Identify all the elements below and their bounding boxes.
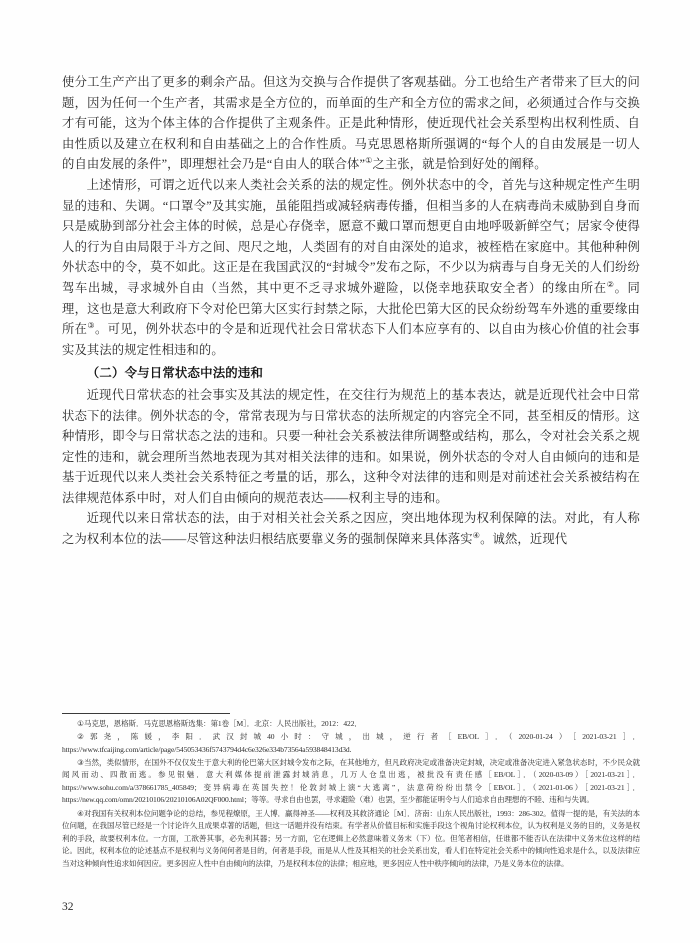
paragraph-2: [62, 175, 640, 360]
paragraph-2-text-after-2: 。可见，例外状态中的令是和近现代社会日常状态下人们本应享有的、以自由为核心价值的社会事实及其法的规定性相违和的。: [62, 322, 640, 357]
page-body: [62, 72, 640, 550]
footnote-text-1: 马克思，恩格斯．马克思恩格斯选集：第1卷［M］．北京：人民出版社，2012：422．: [83, 718, 362, 728]
page-number: 32: [62, 901, 74, 913]
footnotes-area: [62, 713, 640, 871]
footnote-marker-4: ④: [77, 808, 84, 818]
footnote-item-2: [62, 731, 640, 756]
paragraph-2-text-after: 。同理，这也是意大利政府下令对伦巴第大区实行封禁之际，大批伦巴第大区的民众纷纷驾车外逃的重要缘由所在: [62, 280, 640, 337]
section-heading: （二）令与日常状态中法的违和: [86, 366, 264, 381]
paragraph-4-text-after: 。诚然，近现代: [480, 532, 568, 547]
footnote-marker-1: ①: [77, 718, 84, 728]
paragraph-1-text-after: 之主张，就是恰到好处的阐释。: [372, 157, 547, 172]
footnote-ref-1[interactable]: ①: [365, 156, 373, 166]
paragraph-3: [62, 385, 640, 509]
footnote-separator-rule: [62, 713, 230, 714]
footnote-text-3: 当然，类似情形，在国外不仅仅发生于意大利的伦巴第大区封城令发布之际，在其他地方，但凡政府决定或准备决定封城，决定或准备决定进入紧急状态时，不少民众就闻风而动、四散而逃。参见银魅．意大利媒体提前泄露封城消息，几万人仓皇出逃，被批没有责任感［EB/OL］．（2020-03-09）［2021-03-21］．https://www.sohu.com/a/378661785_405849；变异病毒在英国失控！伦敦封城上演“大逃离”，法意荷纷纷出禁令［EB/OL］．（2021-01-06）［2021-03-21］．https://new.qq.com/omn/20210106/20210106A02QF000.html；等等。寻求自由也罢，寻求避险（难）也罢，至少都能证明令与人们追求自由理想的不睦、违和与失调。: [62, 757, 640, 805]
footnote-item-3: [62, 757, 640, 807]
footnote-text-2: 郭尧，陈媛，李阳．武汉封城40小时：守城，出城，逆行者［EB/OL］．（2020-01-24）［2021-03-21］．https://www.tfcaijing.com/article/page/545053436f5743794d4c6e326e334b73564a593848413d3d.: [62, 731, 640, 754]
paragraph-2-text: 上述情形，可谓之近代以来人类社会关系的法的规定性。例外状态中的令，首先与这种规定性产生明显的违和、失调。“口罩令”及其实施，虽能阻挡或减轻病毒传播，但相当多的人在病毒尚未威胁到自身而只是威胁到部分社会主体的时候，总是心存侥幸，愿意不戴口罩而想更自由地呼吸新鲜空气；居家令使得人的行为自由局限于斗方之间、咫尺之地，人类固有的对自由深处的追求，被桎梏在家庭中。其他种种例外状态中的令，莫不如此。这正是在我国武汉的“封城令”发布之际，不少以为病毒与自身无关的人们纷纷驾车出城，寻求城外自由（当然，其中更不乏寻求城外避险，以侥幸地获取安全者）的缘由所在: [62, 177, 640, 295]
paragraph-3-text: 近现代日常状态的社会事实及其法的规定性，在交往行为规范上的基本表达，就是近现代社会中日常状态下的法律。例外状态的令，常常表现为与日常状态的法所规定的内容完全不同，甚至相反的情形。这种情形，即令与日常状态之法的违和。只要一种社会关系被法律所调整或结构，那么，令对社会关系之规定性的违和，就会理所当然地表现为其对相关法律的违和。如果说，例外状态的令对人自由倾向的违和是基于近现代以来人类社会关系特征之考量的话，那么，这种令对法律的违和则是对前述社会关系被结构在法律规范体系中时，对人们自由倾向的规范表达——权利主导的违和。: [62, 387, 640, 505]
paragraph-4-text: 近现代以来日常状态的法，由于对相关社会关系之因应，突出地体现为权利保障的法。对此，有人称之为权利本位的法——尽管这种法归根结底要靠义务的强制保障来具体落实: [62, 511, 640, 547]
paragraph-4: [62, 508, 640, 549]
footnote-ref-2[interactable]: ②: [606, 279, 615, 289]
footnote-item-1: [62, 718, 640, 731]
paragraph-1: [62, 72, 640, 175]
paragraph-1-text: 使分工生产产出了更多的剩余产品。但这为交换与合作提供了客观基础。分工也给生产者带来了巨大的问题，因为任何一个生产者，其需求是全方位的，而单面的生产和全方位的需求之间，必须通过合作与交换才有可能，这为个体主体的合作提供了主观条件。正是此种情形，使近现代社会关系型构出权利性质、自由性质以及建立在权利和自由基础之上的合作性质。马克思恩格斯所强调的“每个人的自由发展是一切人的自由发展的条件”，即理想社会乃是“自由人的联合体”: [62, 75, 640, 172]
footnote-ref-3[interactable]: ③: [87, 321, 95, 331]
footnote-marker-2: ②: [77, 731, 91, 741]
footnote-ref-4[interactable]: ④: [472, 530, 481, 540]
footnote-marker-3: ③: [77, 757, 84, 767]
footnote-item-4: [62, 808, 640, 871]
footnote-text-4: 对我国有关权利本位问题争论的总结，参见程燎原，王人博．赢得神圣——权利及其救济通论［M］．济南：山东人民出版社，1993：286-302。值得一提的是，有关法的本位问题，在我国尽管已经是一个讨论许久且成果卓著的话题，但这一话题并没有结束。有学者从价值目标和实施手段这个视角讨论权利本位，认为权利是义务的目的，义务是权利的手段，故要权利本位。一方面，工欲善其事，必先利其器；另一方面，它在逻辑上必然意味着义务末（下）位。但笔者相信，任谁都不能否认在法律中义务末位这样的结论。因此，权利本位的论述基点不是权利与义务间何者是目的，何者是手段，而是从人性及其相关的社会关系出发，看人们在特定社会关系中的倾向性追求是什么，以及法律应当对这种倾向性追求如何因应。更多因应人性中自由倾向的法律，乃是权利本位的法律；相应地，更多因应人性中秩序倾向的法律，乃是义务本位的法律。: [62, 808, 640, 868]
